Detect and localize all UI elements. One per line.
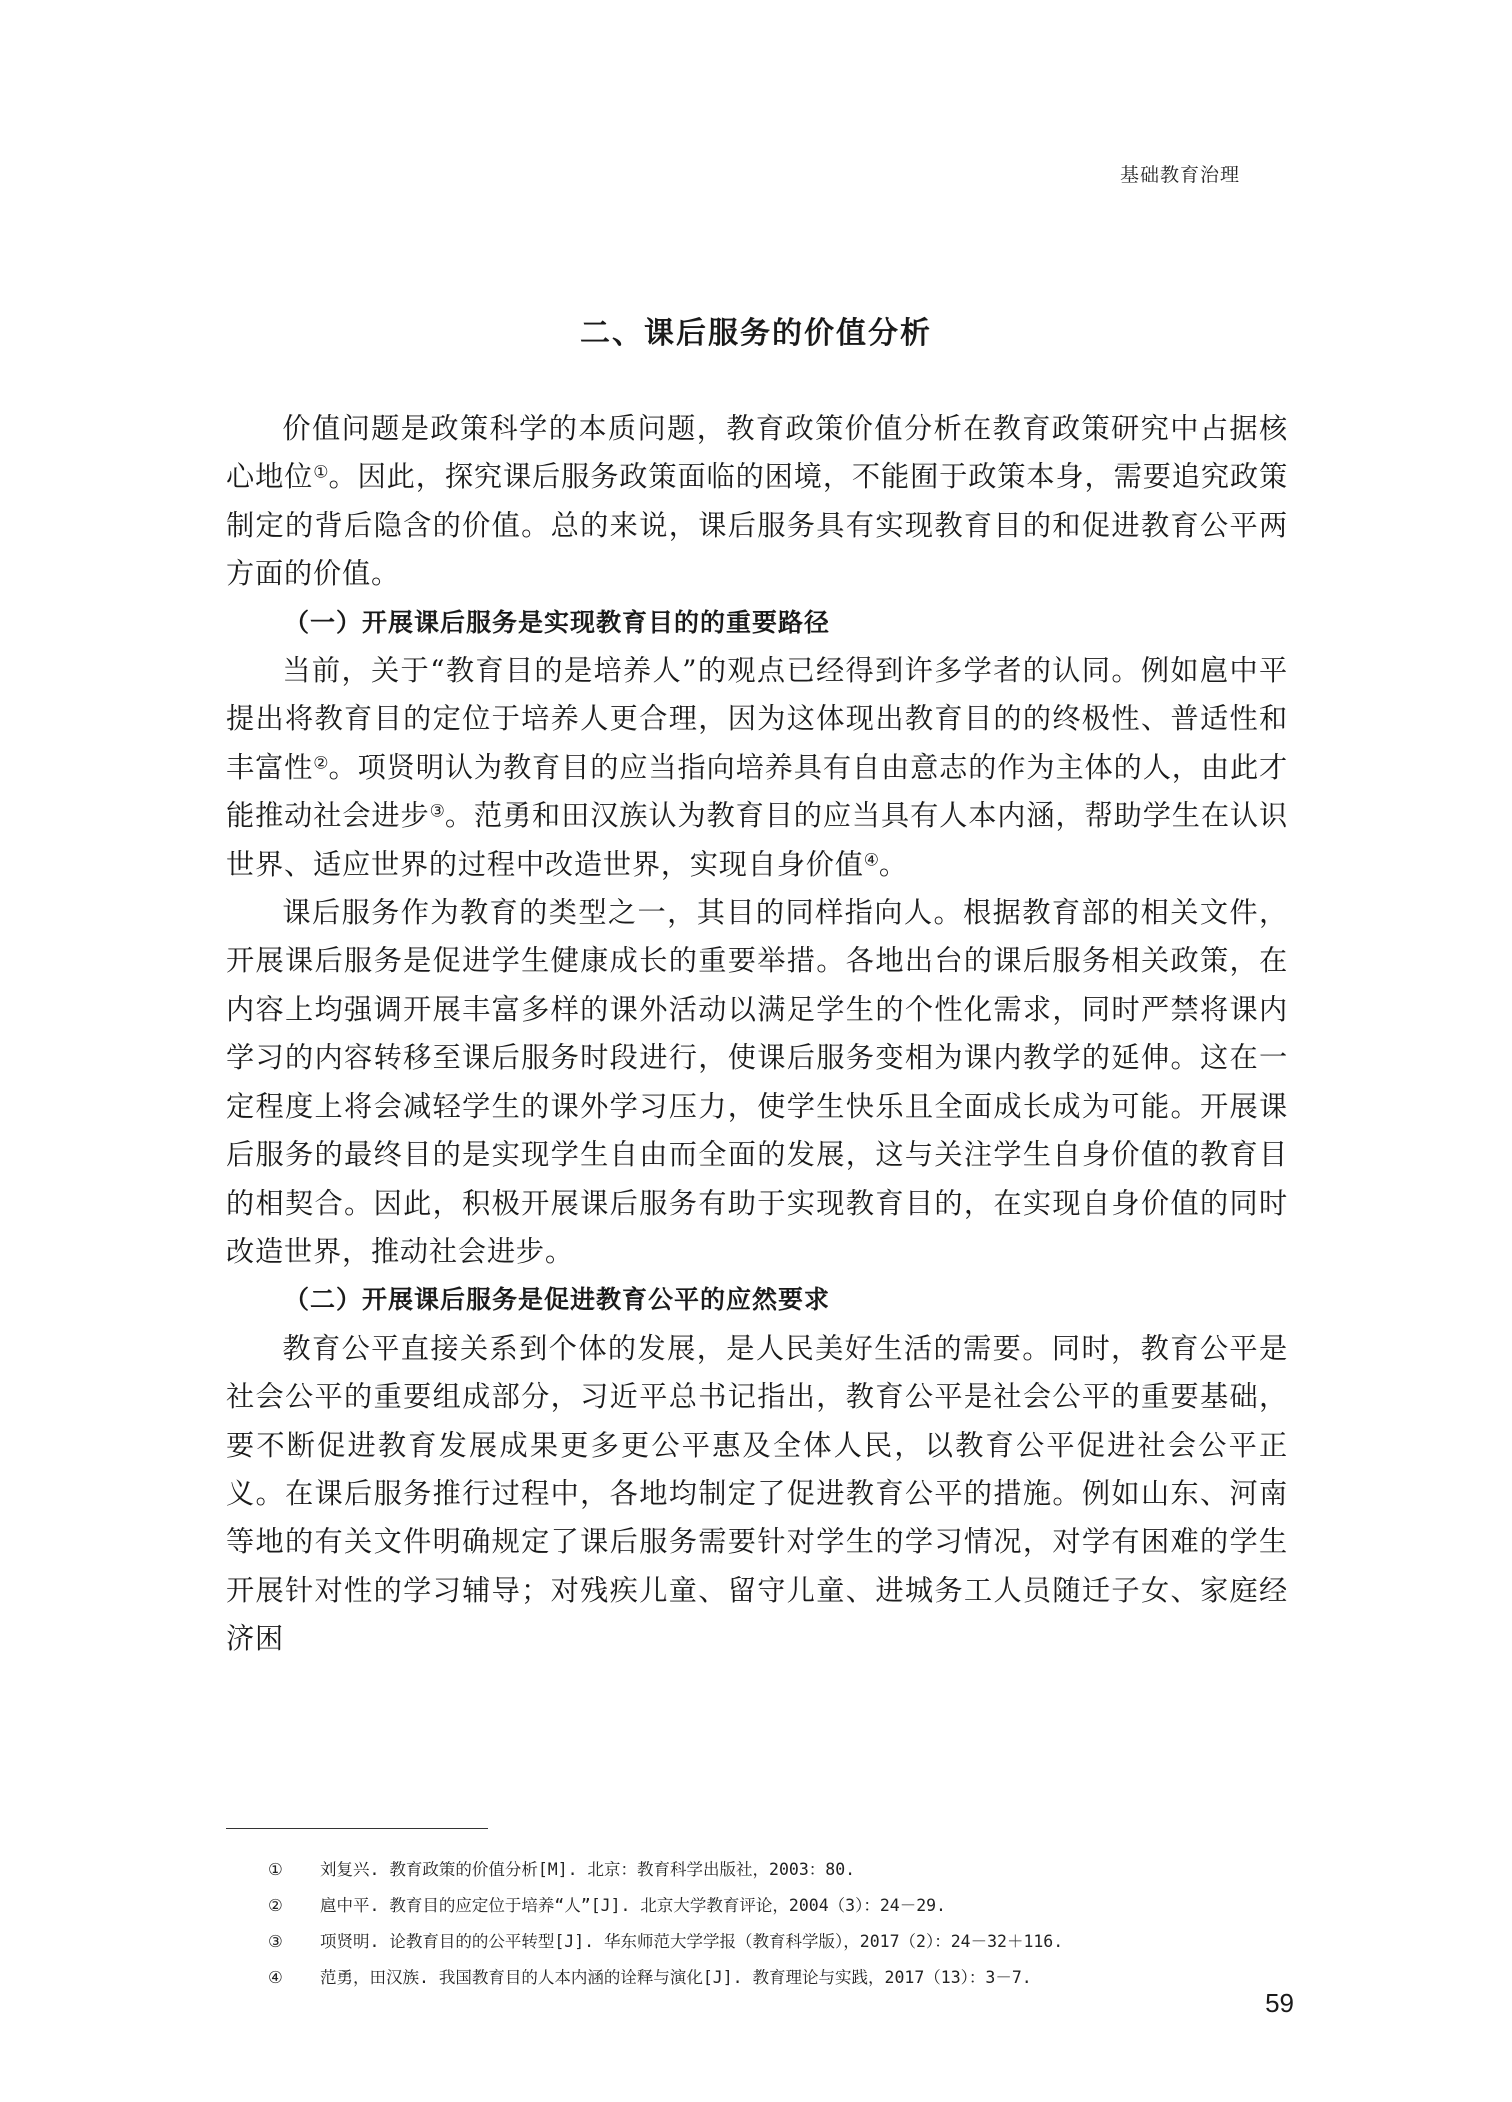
paragraph-2-text-d: 。	[878, 847, 908, 881]
footnote-mark: ③	[268, 1932, 283, 1951]
running-head: 基础教育治理	[1119, 164, 1240, 186]
section-title: 二、课后服务的价值分析	[580, 316, 932, 351]
footnote-text: 扈中平. 教育目的应定位于培养“人”[J]. 北京大学教育评论，2004（3）：24－29.	[320, 1896, 946, 1915]
footnote-ref-2: ②	[313, 752, 329, 773]
footnote-1	[268, 1852, 1268, 1888]
paragraph-2-text-c: 。范勇和田汉族认为教育目的应当具有人本内涵，帮助学生在认识世界、适应世界的过程中改造世界，实现自身价值	[226, 799, 1289, 881]
footnote-text: 范勇，田汉族. 我国教育目的人本内涵的诠释与演化[J]. 教育理论与实践，2017（13）：3－7.	[320, 1968, 1032, 1987]
footnotes	[268, 1852, 1268, 1996]
footnote-text: 刘复兴. 教育政策的价值分析[M]. 北京：教育科学出版社，2003：80.	[320, 1860, 856, 1879]
footnote-4	[268, 1960, 1268, 1996]
footnote-ref-4: ④	[863, 849, 879, 870]
footnote-mark: ①	[268, 1860, 283, 1879]
paragraph-4: 教育公平直接关系到个体的发展，是人民美好生活的需要。同时，教育公平是社会公平的重要组成部分，习近平总书记指出，教育公平是社会公平的重要基础，要不断促进教育发展成果更多更公平惠及全体人民，以教育公平促进社会公平正义。在课后服务推行过程中，各地均制定了促进教育公平的措施。例如山东、河南等地的有关文件明确规定了课后服务需要针对学生的学习情况，对学有困难的学生开展针对性的学习辅导；对残疾儿童、留守儿童、进城务工人员随迁子女、家庭经济困	[226, 1331, 1288, 1656]
footnote-ref-3: ③	[429, 800, 445, 821]
paragraph-3: 课后服务作为教育的类型之一，其目的同样指向人。根据教育部的相关文件，开展课后服务是促进学生健康成长的重要举措。各地出台的课后服务相关政策，在内容上均强调开展丰富多样的课外活动以满足学生的个性化需求，同时严禁将课内学习的内容转移至课后服务时段进行，使课后服务变相为课内教学的延伸。这在一定程度上将会减轻学生的课外学习压力，使学生快乐且全面成长成为可能。开展课后服务的最终目的是实现学生自由而全面的发展，这与关注学生自身价值的教育目的相契合。因此，积极开展课后服务有助于实现教育目的，在实现自身价值的同时改造世界，推动社会进步。	[226, 896, 1288, 1268]
footnote-mark: ④	[268, 1968, 283, 1987]
subsection-heading-2: （二）开展课后服务是促进教育公平的应然要求	[284, 1285, 831, 1315]
footnote-mark: ②	[268, 1896, 283, 1915]
paragraph-2-text-b: 。项贤明认为教育目的应当指向培养具有自由意志的作为主体的人，由此才能推动社会进步	[226, 750, 1289, 833]
footnote-3	[268, 1924, 1268, 1960]
footnote-text: 项贤明. 论教育目的的公平转型[J]. 华东师范大学学报（教育科学版），2017（2）：24－32＋116.	[320, 1932, 1064, 1951]
paragraph-2-text-a: 当前，关于“教育目的是培养人”的观点已经得到许多学者的认同。例如扈中平提出将教育目的定位于培养人更合理，因为这体现出教育目的的终极性、普适性和丰富性	[226, 654, 1288, 784]
footnote-2	[268, 1888, 1268, 1924]
body-text	[226, 405, 1288, 1664]
paragraph-2	[226, 647, 1288, 889]
paragraph-1-text-a: 价值问题是政策科学的本质问题，教育政策价值分析在教育政策研究中占据核心地位	[226, 412, 1288, 494]
page-number: 59	[1265, 1988, 1294, 2018]
footnote-divider	[226, 1828, 488, 1829]
paragraph-1	[226, 405, 1288, 599]
subsection-heading-1: （一）开展课后服务是实现教育目的的重要路径	[284, 607, 831, 637]
footnote-ref-1: ①	[313, 461, 329, 482]
paragraph-1-text-b: 。因此，探究课后服务政策面临的困境，不能囿于政策本身，需要追究政策制定的背后隐含的价值。总的来说，课后服务具有实现教育目的和促进教育公平两方面的价值。	[226, 460, 1289, 591]
